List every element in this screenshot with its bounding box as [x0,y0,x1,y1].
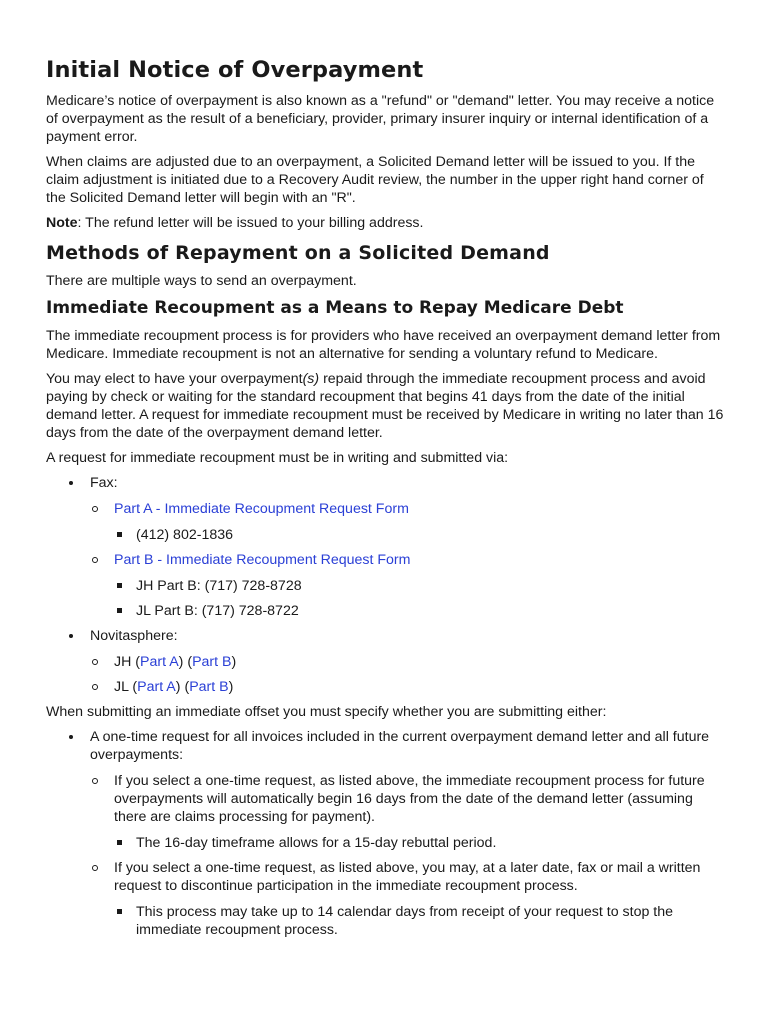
immediate-paragraph-2-b: repaid through the immediate recoupment process and avoid paying by check or waiting for the standard recoupment that begins 41 days from the date of the initial demand letter. A request for immediate recoupment must be received by Medicare in writing no later than 16 days from the date of the overpayment demand letter. [46,371,724,441]
list-item-jl [90,678,724,696]
immediate-recoupment-heading: Immediate Recoupment as a Means to Repay Medicare Debt [46,298,624,318]
jl-mid: ) ( [175,679,190,695]
sub2-detail: This process may take up to 14 calendar days from receipt of your request to stop the immediate recoupment process. [114,903,724,939]
jl-prefix: JL ( [114,679,138,695]
page-title: Initial Notice of Overpayment [46,57,424,83]
list-item-part-a-form [90,500,724,544]
list-item-sub2 [90,859,724,939]
novitasphere-label: Novitasphere: [90,628,178,644]
methods-text: There are multiple ways to send an overpayment. [46,273,357,289]
jh-part-a-link[interactable]: Part A [140,654,179,670]
novitasphere-list [90,653,724,696]
jl-part-b-link[interactable]: Part B [189,679,229,695]
note-label: Note [46,215,78,231]
sub1-detail-list [114,834,724,852]
immediate-paragraph-2-a: You may elect to have your overpayment [46,371,303,387]
list-item-part-b-form [90,551,724,620]
immediate-paragraph-2-em: (s) [302,371,320,387]
jl-suffix: ) [228,679,234,695]
intro-paragraph-2: When claims are adjusted due to an overpayment, a Solicited Demand letter will be issued to you. If the claim adjustment is initiated due to a Recovery Audit review, the number in the upper right hand corner of the Solicited Demand letter will begin with an "R". [46,154,704,206]
immediate-paragraph-1: The immediate recoupment process is for providers who have received an overpayment demand letter from Medicare. Immediate recoupment is not an alternative for sending a voluntary refund to Medicare. [46,328,721,362]
part-a-fax-number: (412) 802-1836 [114,526,724,544]
immediate-paragraph-2 [46,370,724,442]
jl-part-b-fax-number: JL Part B: (717) 728-8722 [114,602,724,620]
fax-forms-list [90,500,724,620]
jh-suffix: ) [231,654,237,670]
offset-intro: When submitting an immediate offset you must specify whether you are submitting either: [46,704,607,720]
part-b-fax-list [114,577,724,620]
list-item-fax [46,474,724,620]
note-paragraph [46,214,724,232]
jl-part-a-link[interactable]: Part A [137,679,176,695]
list-item-one-time-request [46,728,724,939]
sub2-text: If you select a one-time request, as listed above, you may, at a later date, fax or mail a written request to discontinue participation in the immediate recoupment process. [114,860,701,894]
immediate-paragraph-3: A request for immediate recoupment must be in writing and submitted via: [46,450,509,466]
offset-options-list [46,728,724,939]
methods-heading: Methods of Repayment on a Solicited Demand [46,242,550,264]
part-a-fax-list [114,526,724,544]
list-item-novitasphere [46,627,724,696]
jh-part-b-fax-number: JH Part B: (717) 728-8728 [114,577,724,595]
part-a-form-link[interactable]: Part A - Immediate Recoupment Request Form [114,501,409,517]
one-time-details-list [90,772,724,939]
sub1-detail: The 16-day timeframe allows for a 15-day rebuttal period. [114,834,724,852]
one-time-request-text: A one-time request for all invoices included in the current overpayment demand letter and all future overpayments: [90,729,710,763]
list-item-sub1 [90,772,724,852]
jh-part-b-link[interactable]: Part B [192,654,232,670]
sub2-detail-list [114,903,724,939]
fax-label: Fax: [90,475,118,491]
list-item-jh [90,653,724,671]
part-b-form-link[interactable]: Part B - Immediate Recoupment Request Form [114,552,411,568]
jh-mid: ) ( [178,654,193,670]
note-text: : The refund letter will be issued to your billing address. [77,215,424,231]
jh-prefix: JH ( [114,654,141,670]
intro-paragraph-1: Medicare’s notice of overpayment is also known as a "refund" or "demand" letter. You may receive a notice of overpayment as the result of a beneficiary, provider, primary insurer inquiry or internal identification of a payment error. [46,93,715,145]
submission-methods-list [46,474,724,696]
sub1-text: If you select a one-time request, as listed above, the immediate recoupment process for future overpayments will automatically begin 16 days from the date of the demand letter (assuming there are claims processing for payment). [114,773,705,825]
